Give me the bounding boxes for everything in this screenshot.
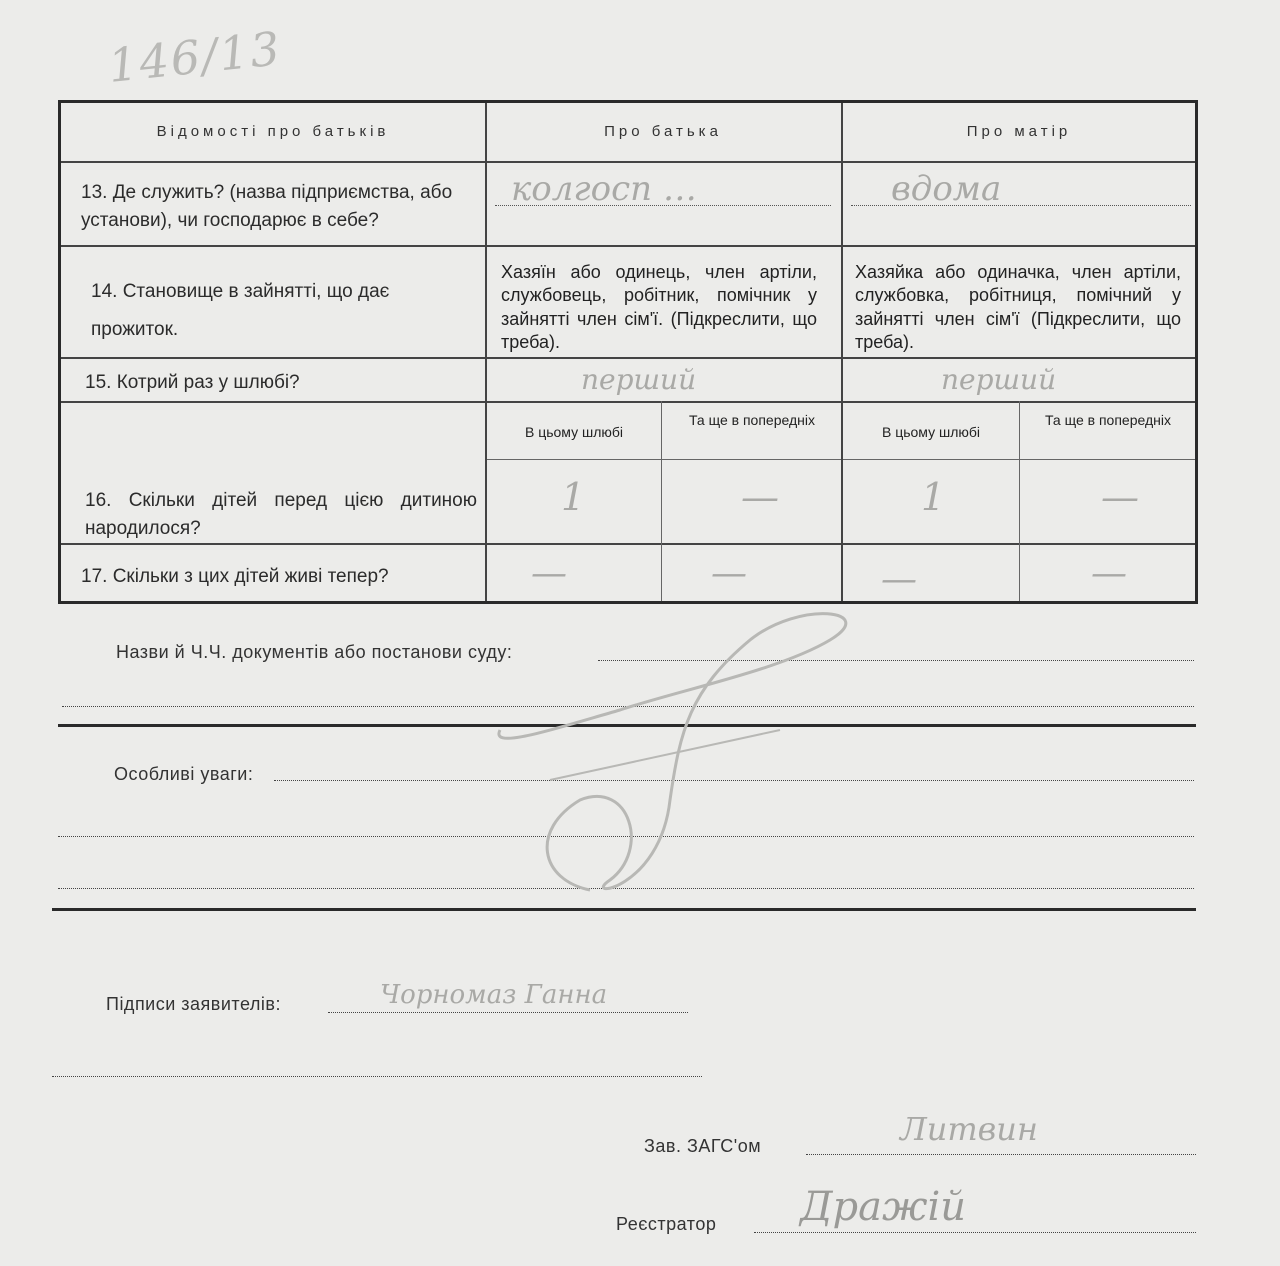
applicants-signatures-label: Підписи заявителів:	[106, 994, 281, 1014]
row-14-mother-options: Хазяйка або одиначка, член артіли, службовка, робітниця, помічний у зайнятті член сім'ї (Підкреслити, що треба).	[855, 262, 1181, 353]
row-17-father-this: —	[531, 553, 567, 594]
row-17-label: 17. Скільки з цих дітей живі тепер?	[81, 566, 389, 587]
row-14-label: 14. Становище в зайнятті, що дає прожиток.	[91, 281, 390, 340]
archive-number: 146/13	[105, 21, 285, 93]
row-16-mother-this: 1	[921, 475, 946, 519]
row-16-father-previous: —	[741, 475, 779, 519]
row-13-mother-handwriting: вдома	[891, 169, 1002, 209]
cancellation-stroke	[420, 600, 880, 910]
row-17-father-previous: —	[711, 553, 747, 594]
row-15-father-handwriting: перший	[581, 363, 697, 396]
header-mother: Про матір	[966, 123, 1072, 140]
row-13-father-handwriting: колгосп …	[511, 169, 697, 209]
documents-label: Назви й Ч.Ч. документів або постанови суду:	[116, 642, 513, 662]
subheader-father-this-marriage: В цьому шлюбі	[524, 424, 624, 440]
row-15-label: 15. Котрий раз у шлюбі?	[85, 372, 300, 393]
registrar-signature: Дражій	[800, 1184, 966, 1230]
registrar-label: Реєстратор	[616, 1214, 717, 1234]
row-16-father-this: 1	[561, 475, 586, 519]
row-17-mother-previous: —	[1091, 553, 1127, 594]
applicants-signature-handwriting: Чорномаз Ганна	[380, 980, 608, 1010]
row-14-father-options: Хазяїн або одинець, член артіли, службовець, робітник, помічник у зайнятті член сім'ї. (Підкреслити, що треба).	[501, 262, 817, 353]
zags-head-label: Зав. ЗАГС'ом	[644, 1136, 762, 1156]
parents-info-table	[58, 100, 1198, 604]
row-17-mother-this: —	[881, 559, 917, 600]
header-father: Про батька	[604, 123, 722, 140]
row-15-mother-handwriting: перший	[941, 363, 1057, 396]
header-parents-info: Відомості про батьків	[156, 123, 390, 140]
row-16-label: 16. Скільки дітей перед цією дитиною народилося?	[85, 490, 477, 539]
row-16-mother-previous: —	[1101, 475, 1139, 519]
zags-head-signature: Литвин	[900, 1110, 1038, 1148]
subheader-mother-this-marriage: В цьому шлюбі	[881, 424, 981, 440]
subheader-father-previous: Та ще в попередніх	[689, 412, 815, 428]
subheader-mother-previous: Та ще в попередніх	[1045, 412, 1171, 428]
notes-label: Особливі уваги:	[114, 764, 254, 784]
row-13-label: 13. Де служить? (назва підприємства, або установи), чи господарює в себе?	[81, 182, 453, 231]
